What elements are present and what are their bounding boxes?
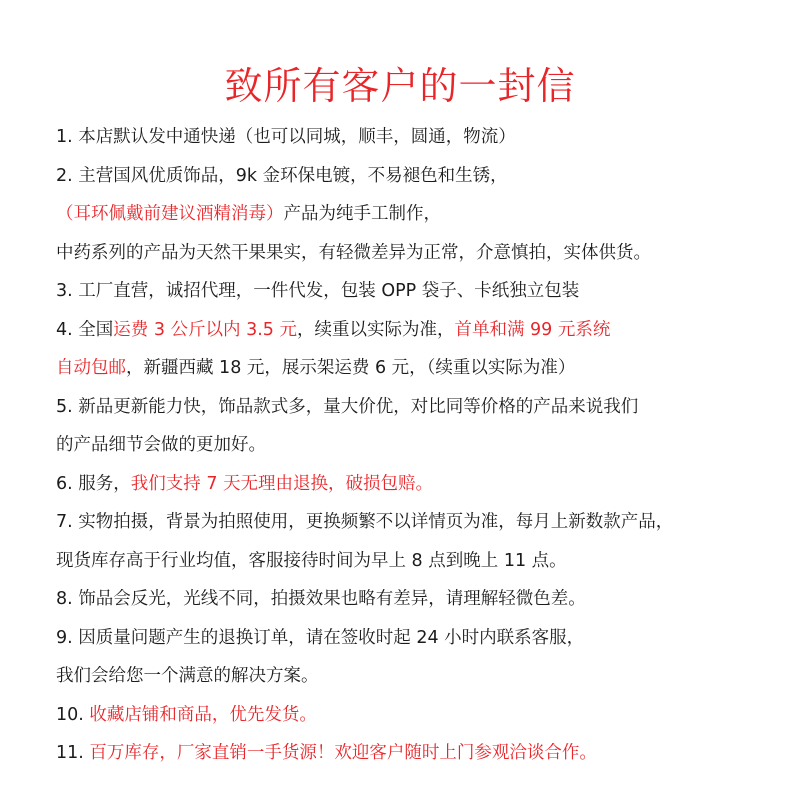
line-6-middle: ，续重以实际为准， bbox=[296, 319, 455, 340]
line-14-text: 9. 因质量问题产生的退换订单，请在签收时起 24 小时内联系客服， bbox=[56, 627, 585, 648]
letter-body bbox=[56, 118, 786, 773]
line-9-text: 的产品细节会做的更加好。 bbox=[56, 435, 266, 455]
line-2-text: 2. 主营国风优质饰品，9k 金环保电镀，不易褪色和生锈， bbox=[56, 165, 508, 186]
free-shipping-highlight: 首单和满 99 元系统 bbox=[454, 319, 611, 340]
earring-disinfect-note: （耳环佩戴前建议酒精消毒） bbox=[56, 204, 284, 224]
line-12-text: 现货库存高于行业均值，客服接待时间为早上 8 点到晚上 11 点。 bbox=[56, 550, 567, 571]
line-15 bbox=[56, 657, 786, 696]
line-8 bbox=[56, 388, 786, 427]
line-4-text: 中药系列的产品为天然干果果实，有轻微差异为正常，介意慎拍，实体供货。 bbox=[56, 242, 651, 263]
line-5 bbox=[56, 272, 786, 311]
line-17 bbox=[56, 734, 786, 773]
line-2 bbox=[56, 157, 786, 196]
line-4 bbox=[56, 234, 786, 273]
line-11 bbox=[56, 503, 786, 542]
line-14 bbox=[56, 619, 786, 658]
line-15-text: 我们会给您一个满意的解决方案。 bbox=[56, 666, 319, 686]
wholesale-invite-highlight: 百万库存，厂家直销一手货源！欢迎客户随时上门参观洽谈合作。 bbox=[89, 743, 597, 763]
line-3 bbox=[56, 195, 786, 234]
line-1 bbox=[56, 118, 786, 157]
line-13 bbox=[56, 580, 786, 619]
line-17-prefix: 11. bbox=[56, 743, 90, 763]
line-8-text: 5. 新品更新能力快，饰品款式多，量大价优，对比同等价格的产品来说我们 bbox=[56, 396, 639, 417]
line-6 bbox=[56, 311, 786, 350]
line-10-prefix: 6. 服务， bbox=[56, 473, 131, 494]
line-7 bbox=[56, 349, 786, 388]
return-policy-highlight: 我们支持 7 天无理由退换，破损包赔。 bbox=[130, 473, 434, 494]
line-9 bbox=[56, 426, 786, 465]
auto-free-shipping-highlight: 自动包邮 bbox=[56, 358, 126, 378]
favorite-store-highlight: 收藏店铺和商品，优先发货。 bbox=[89, 704, 317, 725]
shipping-fee-highlight: 运费 3 公斤以内 3.5 元 bbox=[113, 319, 297, 340]
line-3-text: 产品为纯手工制作， bbox=[283, 204, 441, 224]
line-6-prefix: 4. 全国 bbox=[56, 319, 114, 340]
line-1-text: 1. 本店默认发中通快递（也可以同城，顺丰，圆通，物流） bbox=[56, 127, 516, 147]
line-10 bbox=[56, 465, 786, 504]
line-5-text: 3. 工厂直营，诚招代理，一件代发，包装 OPP 袋子、卡纸独立包装 bbox=[56, 281, 580, 301]
page-title: 致所有客户的一封信 bbox=[224, 64, 576, 109]
line-12 bbox=[56, 542, 786, 581]
line-11-text: 7. 实物拍摄，背景为拍照使用，更换频繁不以详情页为准，每月上新数款产品， bbox=[56, 512, 674, 532]
line-7-text: ，新疆西藏 18 元，展示架运费 6 元，（续重以实际为准） bbox=[126, 358, 576, 378]
line-16 bbox=[56, 696, 786, 735]
line-13-text: 8. 饰品会反光，光线不同，拍摄效果也略有差异，请理解轻微色差。 bbox=[56, 589, 586, 609]
line-16-prefix: 10. bbox=[56, 704, 90, 725]
